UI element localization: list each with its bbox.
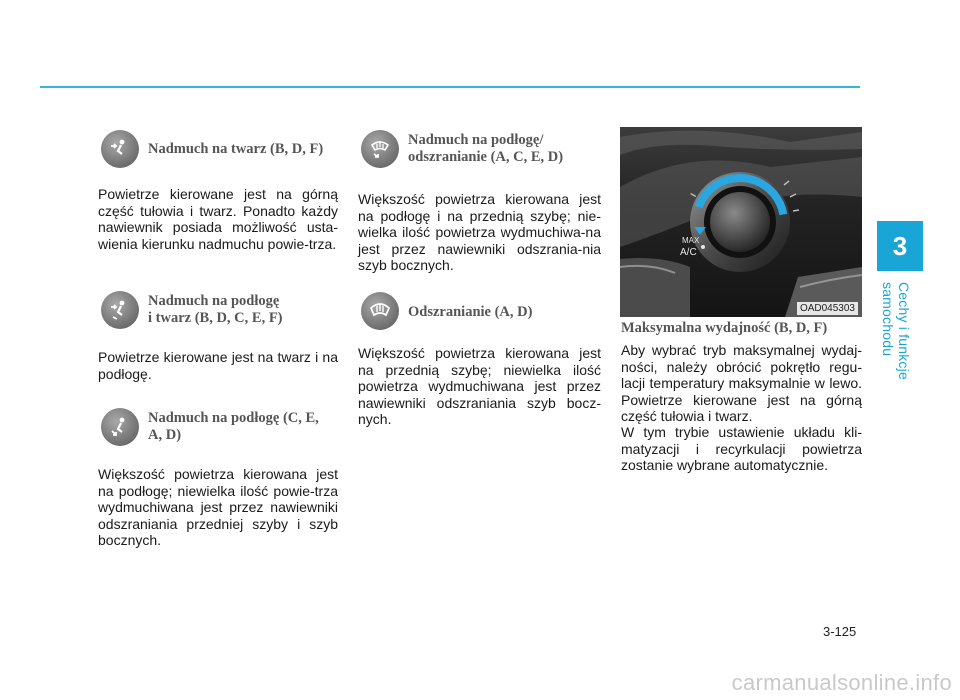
defrost-icon <box>361 292 399 330</box>
floor-defrost-icon <box>361 130 399 168</box>
defrost-mode-title: Odszranianie (A, D) <box>408 304 533 320</box>
floor-face-mode-title <box>148 293 283 327</box>
chapter-number-tab[interactable]: 3 <box>877 221 923 271</box>
floor-face-title-line1: Nadmuch na podłogę <box>148 293 280 309</box>
page-number: 3-125 <box>823 624 857 639</box>
floor-vent-icon <box>101 408 139 446</box>
floor-title-line1: Nadmuch na podłogę (C, E, <box>148 410 319 426</box>
floor-defrost-title-line2: odszranianie (A, C, E, D) <box>408 149 564 165</box>
knob-max-label: MAX <box>682 236 700 245</box>
floor-mode-text: Większość powietrza kierowana jest na podłogę; niewielka ilość powie-trza wydmuchiwana jest przez nawiewniki odszraniania przedniej szyby i szyb bocznych. <box>98 466 338 548</box>
face-vent-icon <box>101 130 139 168</box>
max-performance-text-2: W tym trybie ustawienie układu kli-matyzacji i recyrkulacji powietrza zostanie wybrane automatycznie. <box>621 424 862 473</box>
face-mode-text: Powietrze kierowane jest na górną część tułowia i twarz. Ponadto każdy nawiewnik posiada możliwość usta-wienia kierunku nadmuchu powie-trza. <box>98 186 338 252</box>
defrost-mode-text: Większość powietrza kierowana jest na przednią szybę; niewielka ilość powietrza wydmuchiwana jest przez nawiewniki odszraniania szyb bocz-nych. <box>358 345 601 427</box>
heading-floor-face-mode <box>101 291 283 329</box>
max-performance-text-1: Aby wybrać tryb maksymalnej wydaj-ności, należy obrócić pokrętło regu-lacji temperatury maksymalnie w lewo. Powietrze kierowane jest na górną część tułowia i twarz. <box>621 342 862 424</box>
chapter-title-vertical: Cechy i funkcje samochodu <box>880 282 912 380</box>
max-performance-title: Maksymalna wydajność (B, D, F) <box>621 320 828 336</box>
floor-face-mode-text: Powietrze kierowane jest na twarz i na podłogę. <box>98 349 338 382</box>
face-mode-title: Nadmuch na twarz (B, D, F) <box>148 140 324 157</box>
header-rule <box>40 86 860 88</box>
heading-floor-mode <box>101 408 319 446</box>
floor-face-vent-icon <box>101 291 139 329</box>
heading-floor-defrost-mode <box>361 130 563 168</box>
image-code: OAD045303 <box>797 302 858 315</box>
knob-ac-label: A/C <box>680 247 697 258</box>
floor-defrost-title-line1: Nadmuch na podłogę/ <box>408 132 544 148</box>
heading-defrost-mode <box>361 292 532 330</box>
floor-mode-title <box>148 410 319 444</box>
climate-knob-photo <box>620 127 862 317</box>
floor-defrost-mode-title <box>408 132 563 166</box>
floor-title-line2: A, D) <box>148 427 182 443</box>
climate-knob-illustration <box>620 127 862 317</box>
floor-defrost-mode-text: Większość powietrza kierowana jest na podłogę i na przednią szybę; nie-wielka ilość powietrza wydmuchiwa-na jest przez nawiewniki odszrania-nia szyb bocznych. <box>358 191 601 273</box>
floor-face-title-line2: i twarz (B, D, C, E, F) <box>148 310 283 326</box>
heading-face-mode <box>101 130 323 168</box>
watermark: carmanualsonline.info <box>731 670 952 695</box>
